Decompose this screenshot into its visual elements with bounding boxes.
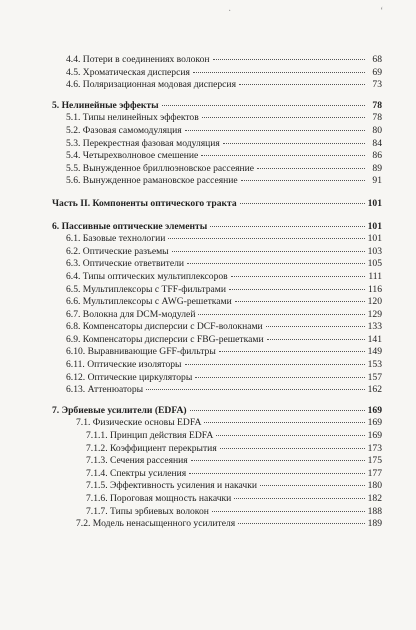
toc-entry-title: 7.1. Физические основы EDFA xyxy=(76,417,202,429)
toc-entry-page: 73 xyxy=(372,79,382,91)
leader-dots xyxy=(146,389,365,390)
toc-part-page: 101 xyxy=(367,197,382,209)
leader-dots xyxy=(195,377,364,378)
toc-entry-title: 6.11. Оптические изоляторы xyxy=(66,359,182,371)
toc-entry-page: 129 xyxy=(367,308,382,320)
toc-entry xyxy=(52,321,382,334)
toc-chapter xyxy=(52,221,382,234)
leader-dots xyxy=(231,276,365,277)
leader-dots xyxy=(240,203,365,204)
toc-entry-title: 4.5. Хроматическая дисперсия xyxy=(66,66,190,78)
toc-part-title: Часть II. Компоненты оптического тракта xyxy=(52,197,237,209)
toc-subentry xyxy=(52,493,382,506)
toc-entry-page: 149 xyxy=(367,346,382,358)
toc-entry-page: 169 xyxy=(367,417,382,429)
toc-chapter-title: 6. Пассивные оптические элементы xyxy=(52,220,208,232)
toc-entry xyxy=(52,296,382,309)
toc-entry-page: 189 xyxy=(367,518,382,530)
toc-entry-page: 111 xyxy=(368,270,382,282)
leader-dots xyxy=(235,301,365,302)
leader-dots xyxy=(162,105,365,106)
toc-entry-title: 5.1. Типы нелинейных эффектов xyxy=(66,112,199,124)
toc-entry xyxy=(52,384,382,397)
toc-entry-page: 153 xyxy=(367,359,382,371)
page-mark: ʻ xyxy=(380,6,384,17)
leader-dots xyxy=(219,351,365,352)
leader-dots xyxy=(266,326,365,327)
toc-entry-title: 6.1. Базовые технологии xyxy=(66,233,166,245)
toc-entry-title: 6.13. Аттенюаторы xyxy=(66,384,144,396)
toc-subentry-title: 7.1.5. Эффективность усиления и накачки xyxy=(86,480,257,492)
leader-dots xyxy=(238,523,364,524)
toc-entry-title: 6.9. Компенсаторы дисперсии с FBG-решетками xyxy=(66,333,264,345)
toc-subentry-title: 7.1.7. Типы эрбиевых волокон xyxy=(86,505,209,517)
toc-entry-page: 69 xyxy=(372,66,382,78)
toc-entry-page: 89 xyxy=(372,162,382,174)
toc-entry-title: 6.4. Типы оптических мультиплексоров xyxy=(66,270,228,282)
toc-entry-title: 6.10. Выравнивающие GFF-фильтры xyxy=(66,346,216,358)
toc-entry-title: 4.6. Поляризационная модовая дисперсия xyxy=(66,79,236,91)
toc-entry-page: 91 xyxy=(372,175,382,187)
toc-part xyxy=(52,198,382,211)
toc-entry-page: 120 xyxy=(367,296,382,308)
toc-entry-title: 5.4. Четырехволновое смешение xyxy=(66,150,199,162)
leader-dots xyxy=(198,314,364,315)
leader-dots xyxy=(193,72,365,73)
toc-chapter-page: 78 xyxy=(372,99,382,111)
toc-entry-page: 133 xyxy=(367,321,382,333)
leader-dots xyxy=(229,289,365,290)
leader-dots xyxy=(267,339,365,340)
toc-subentry-title: 7.1.3. Сечения рассеяния xyxy=(86,455,188,467)
toc-chapter xyxy=(52,405,382,418)
leader-dots xyxy=(210,226,364,227)
toc-entry-title: 6.7. Волокна для DCM-модулей xyxy=(66,308,196,320)
toc-entry xyxy=(52,163,382,176)
toc-entry xyxy=(52,112,382,125)
toc-entry-title: 6.6. Мультиплексоры с AWG-решетками xyxy=(66,296,232,308)
toc-entry xyxy=(52,284,382,297)
leader-dots xyxy=(190,410,365,411)
toc-entry xyxy=(52,372,382,385)
leader-dots xyxy=(187,263,365,264)
toc-entry-title: 6.5. Мультиплексоры с TFF-фильтрами xyxy=(66,283,226,295)
toc-entry xyxy=(52,233,382,246)
leader-dots xyxy=(257,168,365,169)
toc-entry xyxy=(52,54,382,67)
toc-subentry-page: 169 xyxy=(367,430,382,442)
toc-subentry xyxy=(52,468,382,481)
toc-entry-title: 6.3. Оптические ответвители xyxy=(66,258,185,270)
toc-entry xyxy=(52,359,382,372)
toc-entry-title: 6.2. Оптические разъемы xyxy=(66,245,169,257)
leader-dots xyxy=(189,473,364,474)
leader-dots xyxy=(212,511,365,512)
leader-dots xyxy=(216,435,364,436)
toc-entry xyxy=(52,334,382,347)
toc-entry xyxy=(52,67,382,80)
toc-entry-title: 5.2. Фазовая самомодуляция xyxy=(66,124,182,136)
toc-subentry xyxy=(52,430,382,443)
toc-entry xyxy=(52,138,382,151)
toc-entry xyxy=(52,518,382,531)
toc-subentry-title: 7.1.4. Спектры усиления xyxy=(86,467,187,479)
toc-entry-page: 101 xyxy=(367,233,382,245)
leader-dots xyxy=(204,422,364,423)
toc-entry-page: 84 xyxy=(372,137,382,149)
toc-entry xyxy=(52,346,382,359)
toc-subentry-title: 7.1.1. Принцип действия EDFA xyxy=(86,430,214,442)
toc-subentry xyxy=(52,443,382,456)
leader-dots xyxy=(185,364,365,365)
table-of-contents xyxy=(52,54,382,531)
toc-entry-page: 141 xyxy=(367,333,382,345)
leader-dots xyxy=(220,448,365,449)
toc-entry-title: 7.2. Модель ненасыщенного усилителя xyxy=(76,518,236,530)
toc-entry-page: 80 xyxy=(372,124,382,136)
toc-chapter xyxy=(52,100,382,113)
toc-entry-page: 105 xyxy=(367,258,382,270)
leader-dots xyxy=(168,238,364,239)
toc-chapter-title: 7. Эрбиевые усилители (EDFA) xyxy=(52,404,187,416)
toc-subentry-page: 173 xyxy=(367,442,382,454)
leader-dots xyxy=(241,180,365,181)
leader-dots xyxy=(185,130,365,131)
leader-dots xyxy=(234,498,364,499)
toc-chapter-title: 5. Нелинейные эффекты xyxy=(52,99,159,111)
page-mark: · xyxy=(228,6,232,17)
toc-entry-title: 4.4. Потери в соединениях волокон xyxy=(66,54,210,65)
toc-entry xyxy=(52,271,382,284)
leader-dots xyxy=(213,59,365,60)
toc-subentry-title: 7.1.2. Коэффициент перекрытия xyxy=(86,442,217,454)
toc-entry-title: 5.6. Вынужденное рамановское рассеяние xyxy=(66,175,238,187)
toc-chapter-page: 169 xyxy=(367,404,382,416)
leader-dots xyxy=(239,84,365,85)
toc-subentry xyxy=(52,480,382,493)
toc-entry xyxy=(52,417,382,430)
toc-entry xyxy=(52,125,382,138)
toc-chapter-page: 101 xyxy=(367,220,382,232)
toc-entry-title: 5.3. Перекрестная фазовая модуляция xyxy=(66,137,220,149)
toc-subentry xyxy=(52,455,382,468)
leader-dots xyxy=(201,155,365,156)
toc-entry-page: 157 xyxy=(367,371,382,383)
toc-subentry-page: 177 xyxy=(367,467,382,479)
toc-entry-title: 6.8. Компенсаторы дисперсии с DCF-волокнами xyxy=(66,321,263,333)
toc-entry xyxy=(52,309,382,322)
leader-dots xyxy=(260,485,365,486)
toc-entry-page: 162 xyxy=(367,384,382,396)
toc-subentry-page: 182 xyxy=(367,493,382,504)
toc-subentry-page: 188 xyxy=(367,505,382,517)
leader-dots xyxy=(223,143,365,144)
toc-subentry-title: 7.1.6. Пороговая мощность накачки xyxy=(86,493,232,504)
toc-entry-page: 103 xyxy=(367,245,382,257)
toc-entry xyxy=(52,175,382,188)
toc-entry xyxy=(52,258,382,271)
toc-subentry-page: 175 xyxy=(367,455,382,467)
toc-entry-page: 78 xyxy=(372,112,382,124)
toc-entry-title: 6.12. Оптические циркуляторы xyxy=(66,371,193,383)
toc-entry-title: 5.5. Вынужденное бриллюэновское рассеяние xyxy=(66,162,255,174)
leader-dots xyxy=(202,117,365,118)
toc-entry-page: 116 xyxy=(367,283,382,295)
toc-subentry-page: 180 xyxy=(367,480,382,492)
toc-entry xyxy=(52,79,382,92)
toc-entry xyxy=(52,246,382,259)
toc-entry-page: 86 xyxy=(372,150,382,162)
leader-dots xyxy=(172,251,365,252)
toc-subentry xyxy=(52,506,382,519)
toc-entry-page: 68 xyxy=(372,54,382,65)
toc-entry xyxy=(52,150,382,163)
leader-dots xyxy=(191,460,365,461)
